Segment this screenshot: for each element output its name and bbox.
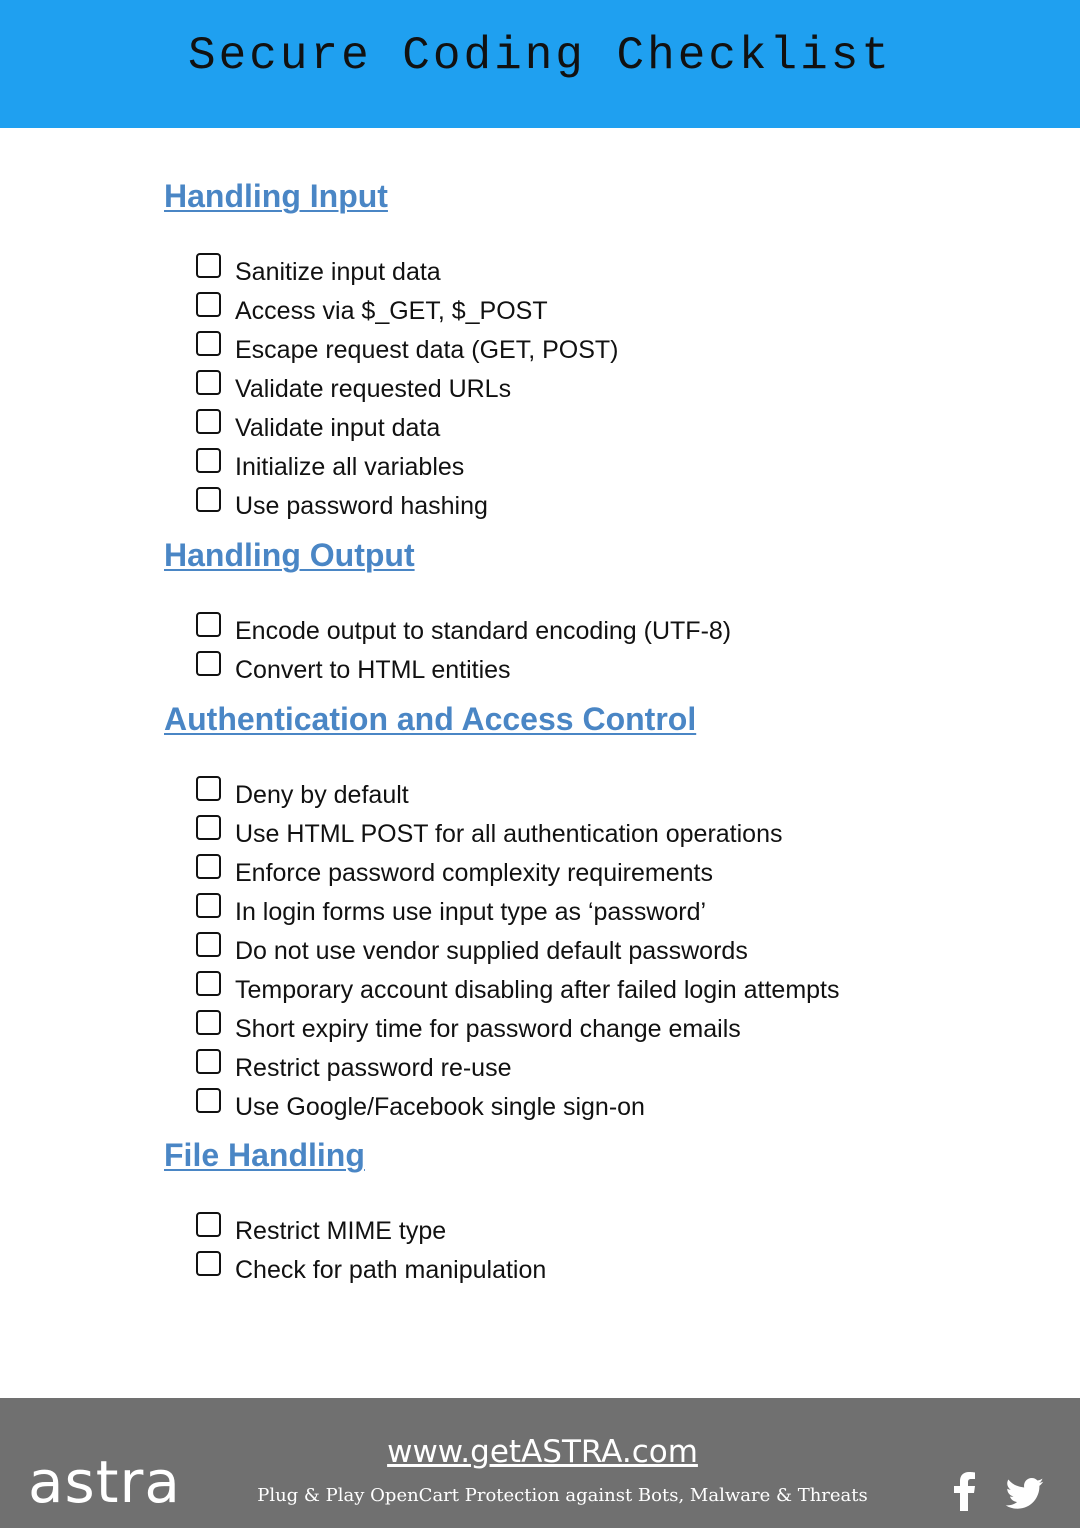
checkbox[interactable] [196, 932, 221, 957]
checklist-item[interactable]: Check for path manipulation [196, 1246, 546, 1285]
checkbox[interactable] [196, 409, 221, 434]
checkbox[interactable] [196, 448, 221, 473]
checkbox[interactable] [196, 971, 221, 996]
checkbox[interactable] [196, 651, 221, 676]
checkbox[interactable] [196, 1251, 221, 1276]
checklist-item[interactable]: Access via $_GET, $_POST [196, 287, 548, 326]
section-title-handling-input: Handling Input [164, 178, 388, 214]
checkbox[interactable] [196, 253, 221, 278]
checklist-item[interactable]: Convert to HTML entities [196, 646, 511, 685]
checklist-item[interactable]: Validate input data [196, 404, 440, 443]
checkbox[interactable] [196, 370, 221, 395]
checklist-item[interactable]: Sanitize input data [196, 248, 441, 287]
website-link[interactable]: www.getASTRA.com [387, 1434, 698, 1470]
checkbox[interactable] [196, 331, 221, 356]
checkbox[interactable] [196, 1049, 221, 1074]
checklist-item[interactable]: Use HTML POST for all authentication operations [196, 810, 783, 849]
page-footer [0, 1398, 1080, 1528]
astra-logo: astra [28, 1448, 181, 1516]
section-title-file-handling: File Handling [164, 1137, 365, 1173]
checkbox[interactable] [196, 292, 221, 317]
checklist-item[interactable]: Encode output to standard encoding (UTF-8) [196, 607, 731, 646]
checklist-item[interactable]: Enforce password complexity requirements [196, 849, 713, 888]
checklist-item[interactable]: Validate requested URLs [196, 365, 511, 404]
checklist-item[interactable]: Use password hashing [196, 482, 488, 521]
checklist-item[interactable]: Short expiry time for password change emails [196, 1005, 741, 1044]
checkbox[interactable] [196, 487, 221, 512]
facebook-icon[interactable] [950, 1471, 978, 1511]
tagline: Plug & Play OpenCart Protection against Bots, Malware & Threats [257, 1485, 868, 1506]
checklist-item[interactable]: Initialize all variables [196, 443, 464, 482]
section-title-handling-output: Handling Output [164, 537, 415, 573]
checkbox[interactable] [196, 1088, 221, 1113]
checklist-item[interactable]: Use Google/Facebook single sign-on [196, 1083, 645, 1122]
checklist-item[interactable]: In login forms use input type as ‘password’ [196, 888, 706, 927]
checkbox[interactable] [196, 893, 221, 918]
checkbox[interactable] [196, 1212, 221, 1237]
checklist-item[interactable]: Do not use vendor supplied default passwords [196, 927, 748, 966]
checklist-item[interactable]: Deny by default [196, 771, 409, 810]
section-title-authentication: Authentication and Access Control [164, 701, 697, 737]
checklist-item[interactable]: Restrict MIME type [196, 1207, 446, 1246]
page-header [0, 0, 1080, 128]
checkbox[interactable] [196, 854, 221, 879]
twitter-icon[interactable] [1004, 1478, 1046, 1510]
checkbox[interactable] [196, 815, 221, 840]
checkbox[interactable] [196, 612, 221, 637]
checklist-item[interactable]: Restrict password re-use [196, 1044, 511, 1083]
checklist-item[interactable]: Temporary account disabling after failed login attempts [196, 966, 840, 1005]
checklist-item[interactable]: Escape request data (GET, POST) [196, 326, 619, 365]
checkbox[interactable] [196, 776, 221, 801]
page-title: Secure Coding Checklist [188, 30, 892, 82]
checkbox[interactable] [196, 1010, 221, 1035]
